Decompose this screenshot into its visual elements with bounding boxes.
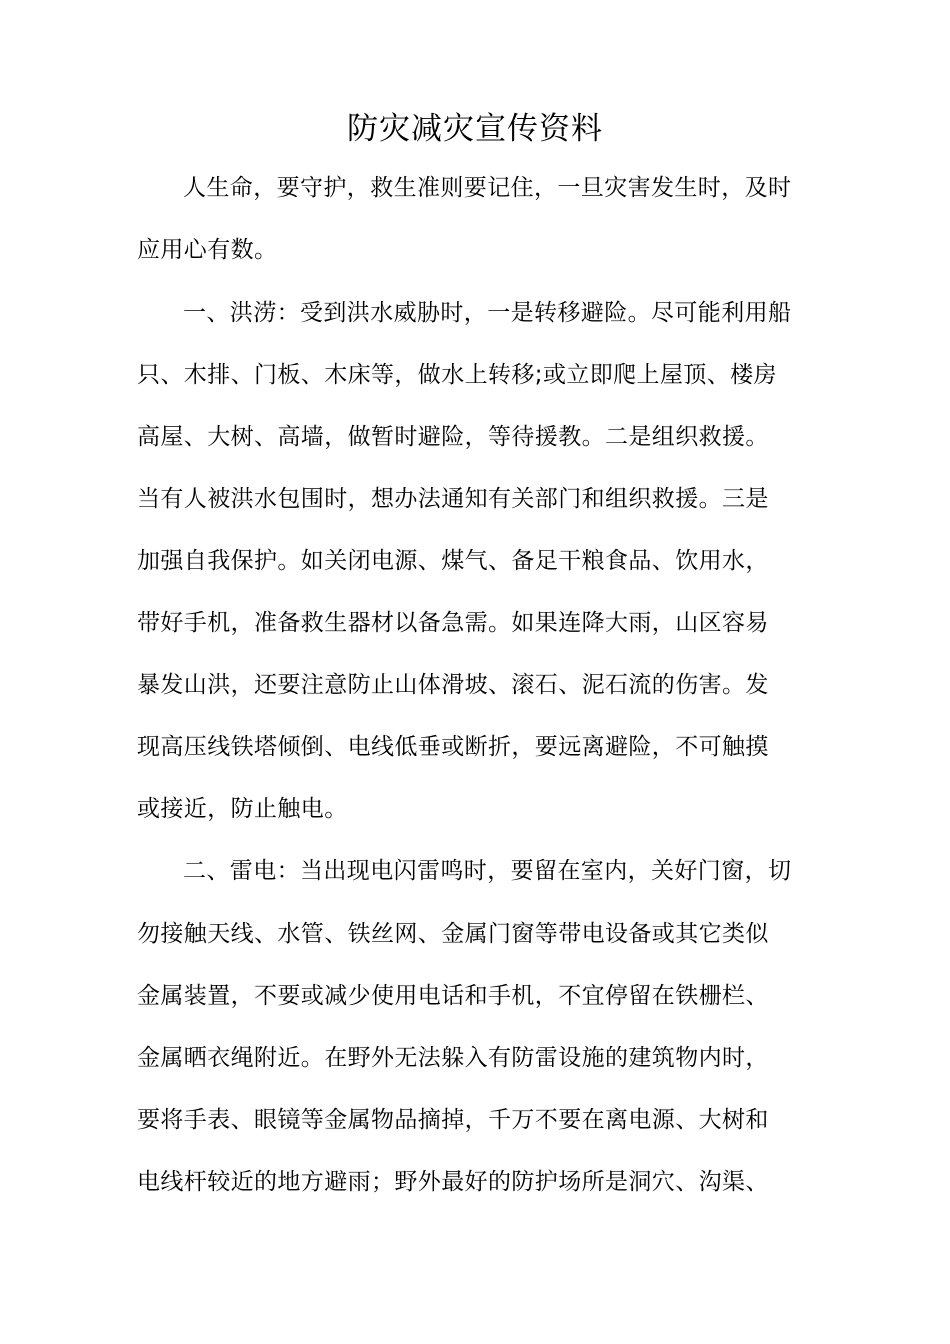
paragraph-lightning-line-3: 金属装置，不要或减少使用电话和手机，不宜停留在铁栅栏、 (137, 983, 769, 1009)
document-title: 防灾减灾宣传资料 (347, 111, 603, 147)
paragraph-flood-line-7: 暴发山洪，还要注意防止山体滑坡、滚石、泥石流的伤害。发 (137, 672, 769, 698)
paragraph-lightning-line-1: 二、雷电：当出现电闪雷鸣时，要留在室内，关好门窗，切 (183, 858, 792, 884)
paragraph-flood-line-6: 带好手机，准备救生器材以备急需。如果连降大雨，山区容易 (137, 610, 769, 636)
paragraph-flood-line-5: 加强自我保护。如关闭电源、煤气、备足干粮食品、饮用水， (137, 548, 769, 574)
paragraph-flood-line-3: 高屋、大树、高墙，做暂时避险，等待援教。二是组织救援。 (137, 424, 769, 450)
paragraph-flood-line-2: 只、木排、门板、木床等，做水上转移;或立即爬上屋顶、楼房 (137, 362, 777, 388)
paragraph-lightning-line-6: 电线杆较近的地方避雨；野外最好的防护场所是洞穴、沟渠、 (137, 1169, 769, 1195)
paragraph-flood-line-1: 一、洪涝：受到洪水威胁时，一是转移避险。尽可能利用船 (183, 300, 792, 326)
paragraph-flood-line-8: 现高压线铁塔倾倒、电线低垂或断折，要远离避险，不可触摸 (137, 734, 769, 760)
paragraph-intro-line-1: 人生命，要守护，救生准则要记住，一旦灾害发生时，及时 (183, 175, 792, 201)
paragraph-lightning-line-2: 勿接触天线、水管、铁丝网、金属门窗等带电设备或其它类似 (137, 921, 769, 947)
paragraph-intro-line-2: 应用心有数。 (137, 237, 278, 263)
paragraph-flood-line-4: 当有人被洪水包围时，想办法通知有关部门和组织救援。三是 (137, 486, 769, 512)
paragraph-lightning-line-4: 金属晒衣绳附近。在野外无法躲入有防雷设施的建筑物内时， (137, 1045, 769, 1071)
paragraph-lightning-line-5: 要将手表、眼镜等金属物品摘掉，千万不要在离电源、大树和 (137, 1107, 769, 1133)
paragraph-flood-line-9: 或接近，防止触电。 (137, 796, 348, 822)
